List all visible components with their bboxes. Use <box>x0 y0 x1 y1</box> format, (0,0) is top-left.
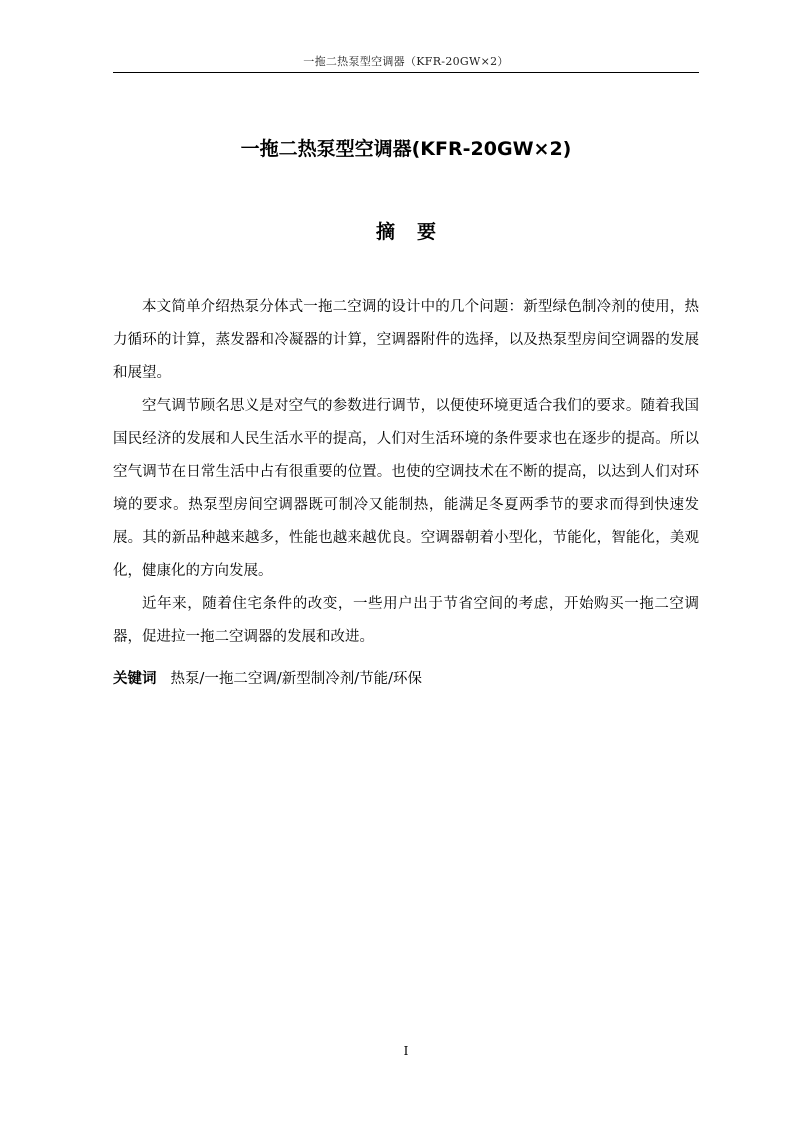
keywords-line <box>113 668 699 690</box>
page-number: I <box>403 1044 409 1058</box>
header-rule <box>113 72 699 73</box>
abstract-paragraph-2: 空气调节顾名思义是对空气的参数进行调节，以便使环境更适合我们的要求。随着我国国民经济的发展和人民生活水平的提高，人们对生活环境的条件要求也在逐步的提高。所以空气调节在日常生活中占有很重要的位置。也使的空调技术在不断的提高，以达到人们对环境的要求。热泵型房间空调器既可制冷又能制热，能满足冬夏两季节的要求而得到快速发展。其的新品种越来越多，性能也越来越优良。空调器朝着小型化，节能化，智能化，美观化，健康化的方向发展。 <box>113 398 699 579</box>
abstract-heading: 摘要 <box>375 221 458 243</box>
keywords-value: 热泵/一拖二空调/新型制冷剂/节能/环保 <box>170 671 423 687</box>
document-title: 一拖二热泵型空调器(KFR-20GW×2) <box>240 138 572 160</box>
keywords-label: 关键词 <box>113 671 157 687</box>
abstract-paragraph-1: 本文简单介绍热泵分体式一拖二空调的设计中的几个问题：新型绿色制冷剂的使用，热力循环的计算，蒸发器和冷凝器的计算，空调器附件的选择，以及热泵型房间空调器的发展和展望。 <box>113 299 699 381</box>
abstract-paragraph-3: 近年来，随着住宅条件的改变，一些用户出于节省空间的考虑，开始购买一拖二空调器，促进拉一拖二空调器的发展和改进。 <box>113 596 699 645</box>
abstract-body <box>113 291 699 654</box>
running-header: 一拖二热泵型空调器（KFR-20GW×2） <box>303 55 509 68</box>
